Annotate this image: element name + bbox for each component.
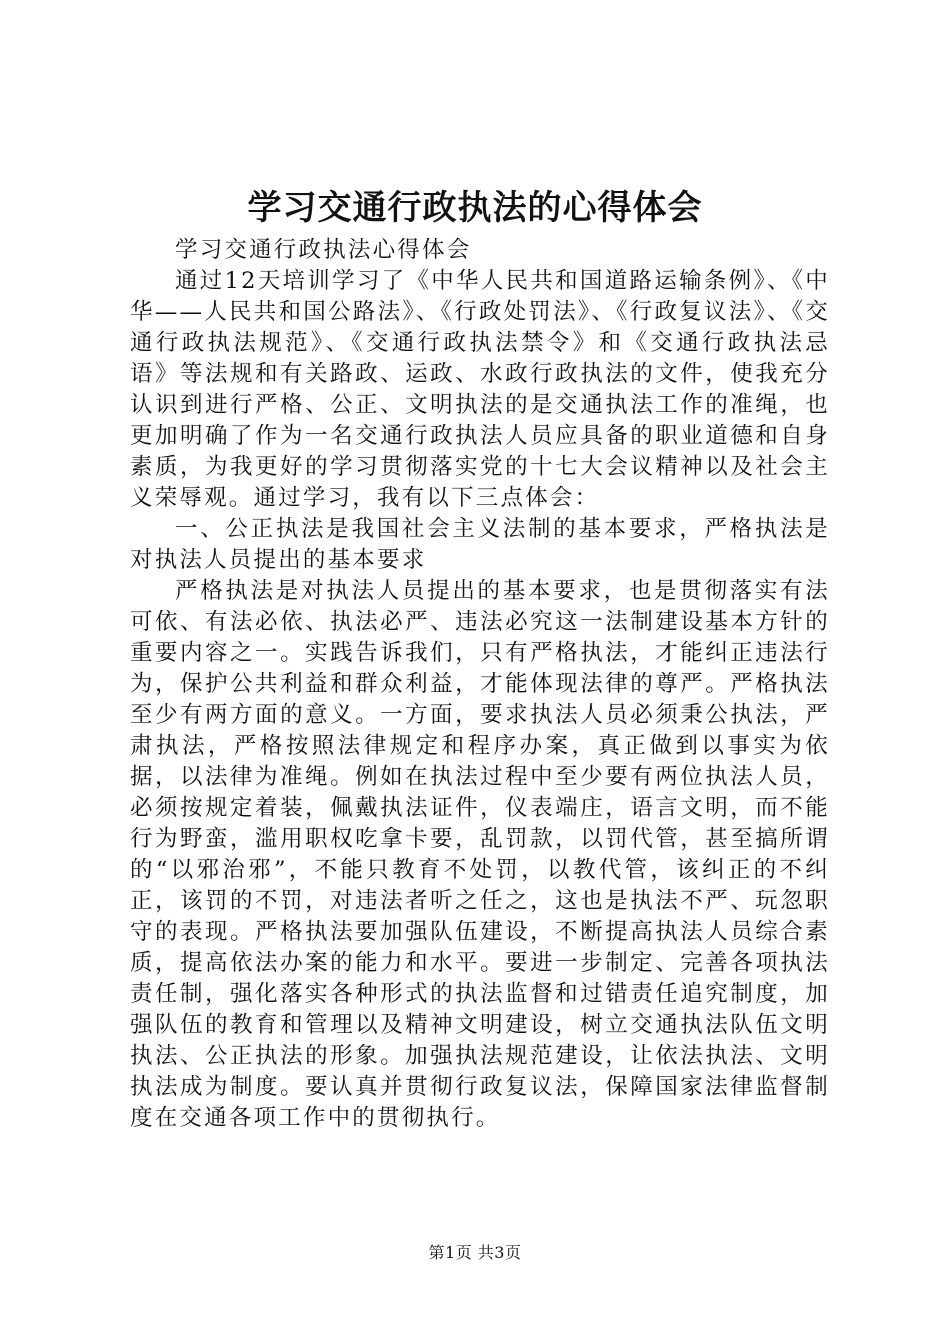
- document-body: [130, 235, 830, 1134]
- document-title: 学习交通行政执法的心得体会: [247, 188, 703, 228]
- body-paragraph-strict-enforcement: 严格执法是对执法人员提出的基本要求，也是贯彻落实有法可依、有法必依、执法必严、违法必究这一法制建设基本方针的重要内容之一。实践告诉我们，只有严格执法，才能纠正违法行为，保护公共利益和群众利益，才能体现法律的尊严。严格执法至少有两方面的意义。一方面，要求执法人员必须秉公执法，严肃执法，严格按照法律规定和程序办案，真正做到以事实为依据，以法律为准绳。例如在执法过程中至少要有两位执法人员，必须按规定着装，佩戴执法证件，仪表端庄，语言文明，而不能行为野蛮，滥用职权吃拿卡要，乱罚款，以罚代管，甚至搞所谓的“以邪治邪”，不能只教育不处罚，以教代管，该纠正的不纠正，该罚的不罚，对违法者听之任之，这也是执法不严、玩忽职守的表现。严格执法要加强队伍建设，不断提高执法人员综合素质，提高依法办案的能力和水平。要进一步制定、完善各项执法责任制，强化落实各种形式的执法监督和过错责任追究制度，加强队伍的教育和管理以及精神文明建设，树立交通执法队伍文明执法、公正执法的形象。加强执法规范建设，让依法执法、文明执法成为制度。要认真并贯彻行政复议法，保障国家法律监督制度在交通各项工作中的贯彻执行。: [130, 578, 830, 1131]
- body-paragraph-intro: 通过12天培训学习了《中华人民共和国道路运输条例》、《中华——人民共和国公路法》、《行政处罚法》、《行政复议法》、《交通行政执法规范》、《交通行政执法禁令》和《交通行政执法忌语》等法规和有关路政、运政、水政行政执法的文件，使我充分认识到进行严格、公正、文明执法的是交通执法工作的准绳，也更加明确了作为一名交通行政执法人员应具备的职业道德和自身素质，为我更好的学习贯彻落实党的十七大会议精神以及社会主义荣辱观。通过学习，我有以下三点体会：: [130, 268, 830, 511]
- body-paragraph-heading-one: 一、公正执法是我国社会主义法制的基本要求，严格执法是对执法人员提出的基本要求: [130, 516, 830, 573]
- body-paragraph-subtitle: 学习交通行政执法心得体会: [175, 237, 472, 263]
- page-number-footer: 第1页 共3页: [428, 1243, 522, 1262]
